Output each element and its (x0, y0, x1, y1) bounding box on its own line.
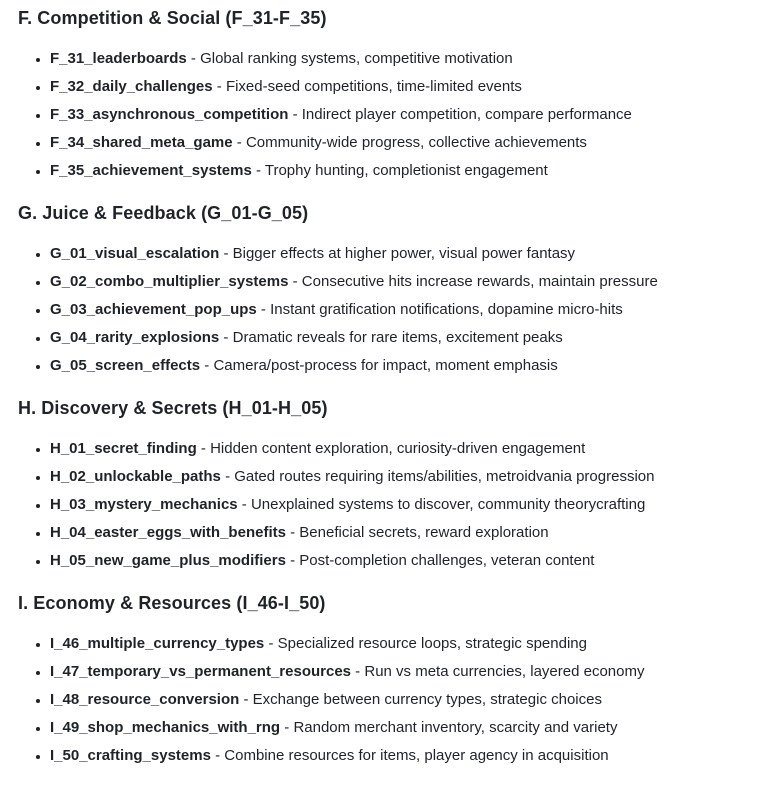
separator: - (232, 134, 246, 151)
mechanic-description: Gated routes requiring items/abilities, metroidvania progression (234, 468, 655, 485)
section-competition-social (18, 7, 745, 182)
list-item (50, 661, 745, 683)
mechanics-list (18, 243, 745, 377)
list-item (50, 76, 745, 98)
mechanic-name: I_50_crafting_systems (50, 747, 211, 764)
separator: - (288, 106, 302, 123)
mechanic-description: Beneficial secrets, reward exploration (299, 524, 549, 541)
mechanic-name: H_01_secret_finding (50, 440, 197, 457)
mechanic-description: Fixed-seed competitions, time-limited events (225, 78, 522, 95)
separator: - (219, 329, 233, 346)
mechanic-name: G_04_rarity_explosions (50, 329, 220, 346)
mechanic-description: Hidden content exploration, curiosity-driven engagement (210, 440, 586, 457)
list-item (50, 494, 745, 516)
mechanic-name: G_03_achievement_pop_ups (50, 301, 257, 318)
list-item (50, 745, 745, 767)
separator: - (264, 635, 278, 652)
mechanic-description: Exchange between currency types, strategic choices (252, 691, 602, 708)
section-discovery-secrets (18, 397, 745, 572)
mechanic-name: I_46_multiple_currency_types (50, 635, 265, 652)
separator: - (219, 245, 233, 262)
mechanic-name: F_31_leaderboards (50, 50, 187, 67)
separator: - (210, 747, 225, 764)
section-economy-resources (18, 592, 745, 767)
mechanic-description: Trophy hunting, completionist engagement (264, 162, 548, 179)
mechanic-description: Consecutive hits increase rewards, maintain pressure (301, 273, 658, 290)
separator: - (285, 524, 300, 541)
mechanic-name: I_47_temporary_vs_permanent_resources (50, 663, 352, 680)
mechanic-description: Run vs meta currencies, layered economy (364, 663, 645, 680)
mechanic-name: F_33_asynchronous_competition (50, 106, 289, 123)
list-item (50, 299, 745, 321)
document-body (18, 7, 745, 767)
separator: - (239, 691, 253, 708)
mechanic-name: I_49_shop_mechanics_with_rng (50, 719, 281, 736)
mechanic-description: Dramatic reveals for rare items, excitement peaks (232, 329, 563, 346)
list-item (50, 466, 745, 488)
section-heading: I. Economy & Resources (I_46-I_50) (18, 593, 326, 613)
separator: - (220, 468, 235, 485)
separator: - (200, 357, 214, 374)
section-heading: F. Competition & Social (F_31-F_35) (18, 8, 327, 28)
mechanics-list (18, 48, 745, 182)
mechanic-name: H_02_unlockable_paths (50, 468, 221, 485)
mechanic-description: Combine resources for items, player agency in acquisition (224, 747, 609, 764)
mechanic-name: I_48_resource_conversion (50, 691, 240, 708)
list-item (50, 132, 745, 154)
mechanic-name: F_32_daily_challenges (50, 78, 213, 95)
list-item (50, 522, 745, 544)
list-item (50, 327, 745, 349)
mechanic-description: Bigger effects at higher power, visual power fantasy (232, 245, 576, 262)
separator: - (288, 273, 302, 290)
separator: - (212, 78, 226, 95)
mechanics-list (18, 438, 745, 572)
mechanic-name: G_05_screen_effects (50, 357, 201, 374)
mechanic-description: Random merchant inventory, scarcity and variety (293, 719, 618, 736)
separator: - (196, 440, 211, 457)
mechanic-name: H_05_new_game_plus_modifiers (50, 552, 286, 569)
separator: - (256, 301, 271, 318)
list-item (50, 355, 745, 377)
mechanic-name: F_34_shared_meta_game (50, 134, 233, 151)
separator: - (280, 719, 294, 736)
separator: - (285, 552, 300, 569)
separator: - (237, 496, 251, 513)
mechanic-name: G_02_combo_multiplier_systems (50, 273, 289, 290)
separator: - (351, 663, 365, 680)
list-item (50, 271, 745, 293)
separator: - (186, 50, 201, 67)
list-item (50, 243, 745, 265)
list-item (50, 717, 745, 739)
list-item (50, 160, 745, 182)
list-item (50, 689, 745, 711)
separator: - (251, 162, 265, 179)
mechanic-name: H_03_mystery_mechanics (50, 496, 238, 513)
mechanic-name: H_04_easter_eggs_with_benefits (50, 524, 286, 541)
mechanic-description: Camera/post-process for impact, moment emphasis (213, 357, 558, 374)
mechanics-list (18, 633, 745, 767)
section-juice-feedback (18, 202, 745, 377)
mechanic-name: G_01_visual_escalation (50, 245, 220, 262)
list-item (50, 104, 745, 126)
mechanic-description: Post-completion challenges, veteran content (299, 552, 595, 569)
list-item (50, 550, 745, 572)
mechanic-description: Unexplained systems to discover, community theorycrafting (250, 496, 646, 513)
mechanic-description: Global ranking systems, competitive motivation (200, 50, 513, 67)
mechanic-description: Instant gratification notifications, dopamine micro-hits (270, 301, 623, 318)
mechanic-description: Community-wide progress, collective achievements (245, 134, 587, 151)
list-item (50, 48, 745, 70)
mechanic-name: F_35_achievement_systems (50, 162, 252, 179)
section-heading: G. Juice & Feedback (G_01-G_05) (18, 203, 309, 223)
list-item (50, 633, 745, 655)
mechanic-description: Indirect player competition, compare performance (301, 106, 632, 123)
mechanic-description: Specialized resource loops, strategic spending (277, 635, 587, 652)
section-heading: H. Discovery & Secrets (H_01-H_05) (18, 398, 328, 418)
list-item (50, 438, 745, 460)
